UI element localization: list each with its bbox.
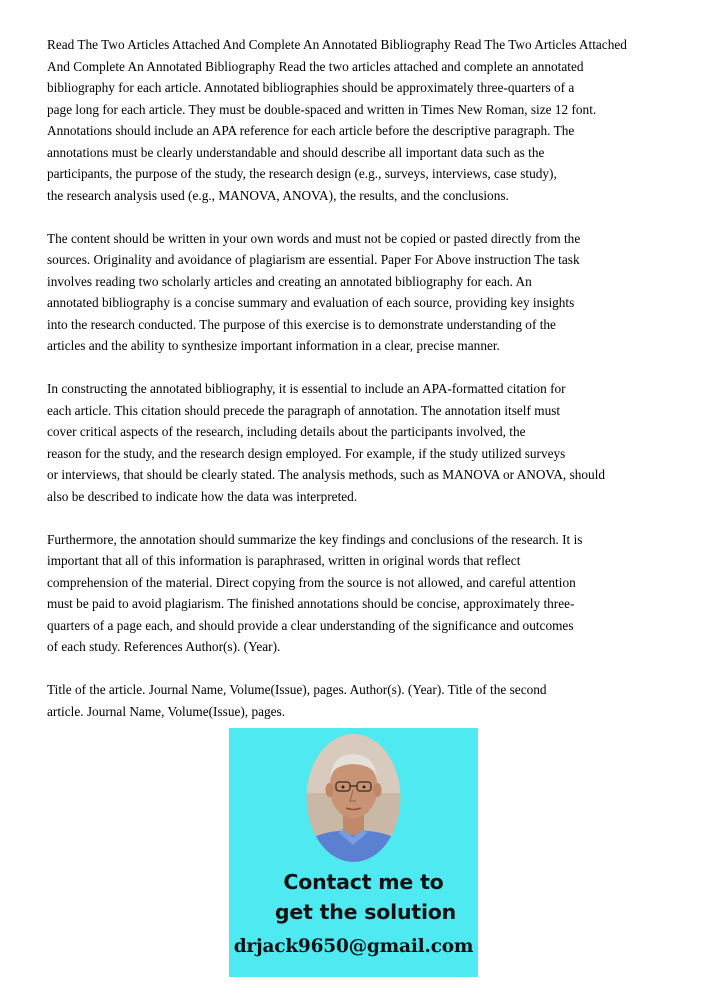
contact-cta-line-1: Contact me to	[283, 870, 444, 894]
document-body	[47, 34, 687, 744]
text-line: article. Journal Name, Volume(Issue), pages.	[47, 703, 286, 719]
text-line: sources. Originality and avoidance of plagiarism are essential. Paper For Above instruction The task	[47, 252, 580, 267]
paragraph-1	[47, 34, 687, 206]
text-line: reason for the study, and the research design employed. For example, if the study utilized surveys	[47, 445, 566, 461]
text-line: quarters of a page each, and should provide a clear understanding of the significance and outcomes	[47, 617, 574, 633]
text-line: of each study. References Author(s). (Year).	[47, 639, 281, 654]
paragraph-2	[47, 228, 687, 357]
text-line: And Complete An Annotated Bibliography Read the two articles attached and complete an annotated	[47, 58, 584, 74]
person-portrait-icon	[306, 733, 401, 863]
text-line: bibliography for each article. Annotated bibliographies should be approximately three-quarters of a	[47, 80, 575, 95]
contact-email[interactable]: drjack9650@gmail.com	[233, 936, 474, 957]
text-line: must be paid to avoid plagiarism. The finished annotations should be concise, approximately three-	[47, 596, 575, 611]
text-line: participants, the purpose of the study, the research design (e.g., surveys, interviews, case study),	[47, 166, 557, 181]
text-line: The content should be written in your own words and must not be copied or pasted directly from the	[47, 230, 581, 246]
paragraph-4	[47, 529, 687, 658]
text-line: comprehension of the material. Direct copying from the source is not allowed, and careful attention	[47, 574, 576, 590]
text-line: page long for each article. They must be double-spaced and written in Times New Roman, size 12 font.	[47, 101, 597, 117]
text-line: or interviews, that should be clearly stated. The analysis methods, such as MANOVA or ANOVA, should	[47, 467, 606, 482]
paragraph-5	[47, 679, 687, 722]
text-line: also be described to indicate how the data was interpreted.	[47, 488, 358, 504]
contact-cta-line-2: get the solution	[274, 900, 457, 924]
text-line: the research analysis used (e.g., MANOVA, ANOVA), the results, and the conclusions.	[47, 187, 509, 203]
paragraph-3	[47, 378, 687, 507]
text-line: annotations must be clearly understandable and should describe all important data such as the	[47, 144, 545, 160]
text-line: Title of the article. Journal Name, Volume(Issue), pages. Author(s). (Year). Title of the second	[47, 682, 547, 697]
text-line: annotated bibliography is a concise summary and evaluation of each source, providing key insights	[47, 295, 575, 310]
text-line: In constructing the annotated bibliography, it is essential to include an APA-formatted citation for	[47, 381, 566, 396]
text-line: Read The Two Articles Attached And Complete An Annotated Bibliography Read The Two Articles Attached	[47, 37, 627, 52]
text-line: important that all of this information is paraphrased, written in original words that reflect	[47, 553, 521, 568]
text-line: articles and the ability to synthesize important information in a clear, precise manner.	[47, 338, 500, 353]
text-line: Furthermore, the annotation should summarize the key findings and conclusions of the research. It is	[47, 531, 583, 547]
text-line: Annotations should include an APA reference for each article before the descriptive paragraph. The	[47, 123, 575, 138]
text-line: each article. This citation should precede the paragraph of annotation. The annotation itself must	[47, 402, 561, 418]
contact-advertisement[interactable]	[229, 728, 478, 977]
text-line: cover critical aspects of the research, including details about the participants involved, the	[47, 424, 526, 439]
text-line: involves reading two scholarly articles and creating an annotated bibliography for each. An	[47, 273, 532, 289]
text-line: into the research conducted. The purpose of this exercise is to demonstrate understanding of the	[47, 316, 556, 332]
